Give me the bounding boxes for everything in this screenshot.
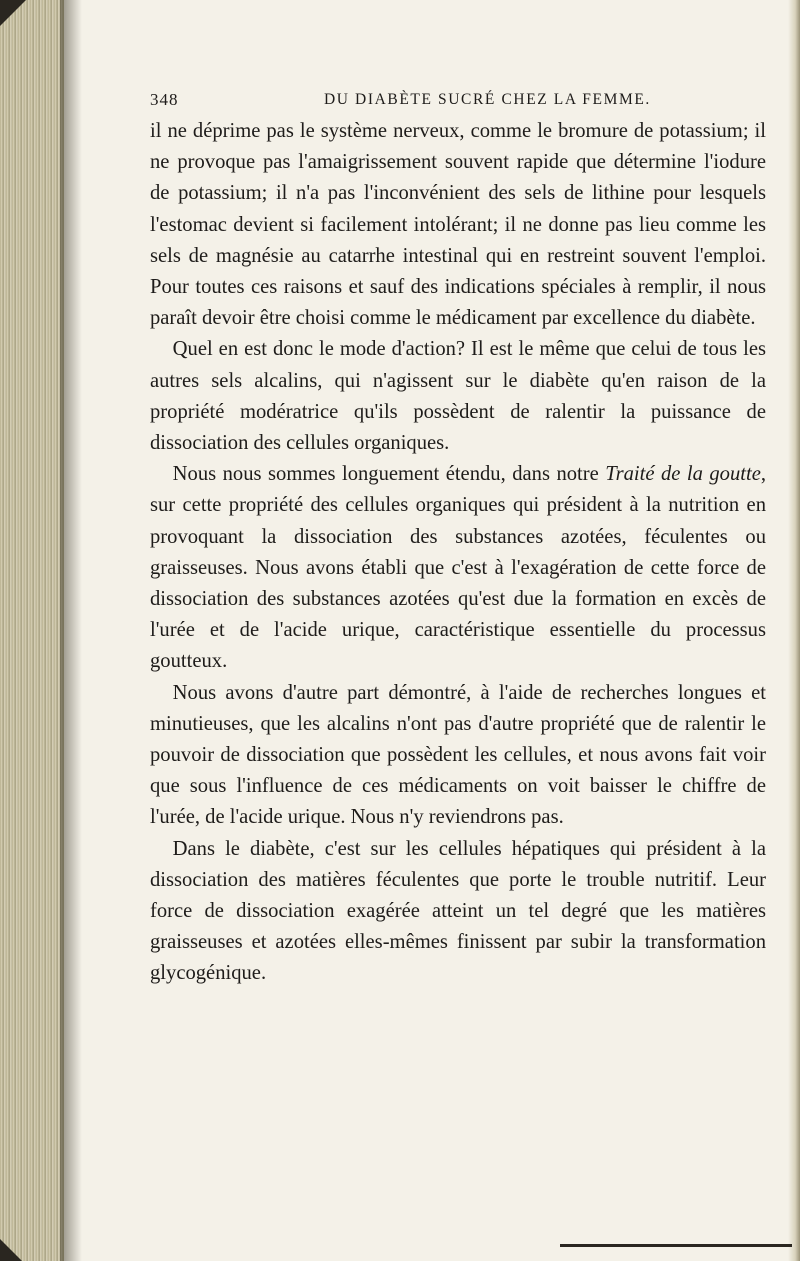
bottom-edge-rule <box>560 1244 792 1247</box>
body-text <box>150 116 766 990</box>
paragraph: il ne déprime pas le système nerveux, comme le bromure de potassium; il ne provoque pas l'amaigrissement souvent rapide que détermine l'iodure de potassium; il n'a pas l'inconvénient des sels de lithine pour lesquels l'estomac devient si facilement intolérant; il ne donne pas lieu comme les sels de magnésie au catarrhe intestinal qui en restreint souvent l'emploi. Pour toutes ces raisons et sauf des indications spéciales à remplir, il nous paraît devoir être choisi comme le médicament par excellence du diabète. <box>150 120 766 330</box>
paragraph: Dans le diabète, c'est sur les cellules hépatiques qui président à la dissociation des matières féculentes que porte le trouble nutritif. Leur force de dissociation exagérée atteint un tel degré que les matières graisseuses et azotées elles-mêmes finissent par subir la transformation glycogénique. <box>150 837 766 985</box>
corner-mark-bottom <box>0 1239 22 1261</box>
gutter-shadow <box>60 0 82 1261</box>
page-number: 348 <box>150 90 179 109</box>
book-title-italic: Traité de la goutte <box>605 463 761 486</box>
book-page <box>150 90 790 990</box>
paragraph: Nous avons d'autre part démontré, à l'aide de recherches longues et minutieuses, que les alcalins n'ont pas d'autre propriété que de ralentir le pouvoir de dissociation que possèdent les cellules, et nous avons fait voir que sous l'influence de ces médicaments on voit baisser le chiffre de l'urée, de l'acide urique. Nous n'y reviendrons pas. <box>150 681 766 829</box>
running-head <box>150 90 790 116</box>
paragraph: Quel en est donc le mode d'action? Il est le même que celui de tous les autres sels alcalins, qui n'agissent sur le diabète qu'en raison de la propriété modératrice qu'ils possèdent de ralentir la puissance de dissociation des cellules organiques. <box>150 338 766 455</box>
page-binding-edge <box>0 0 64 1261</box>
running-head-title: DU DIABÈTE SUCRÉ CHEZ LA FEMME. <box>324 91 651 108</box>
corner-mark-top <box>0 0 26 26</box>
paragraph: Nous nous sommes longuement étendu, dans notre Traité de la goutte, sur cette propriété des cellules organiques qui président à la nutrition en provoquant la dissociation des substances azotées, féculentes ou graisseuses. Nous avons établi que c'est à l'exagération de cette force de dissociation des substances azotées qu'est due la formation en excès de l'urée et de l'acide urique, caractéristique essentielle du processus goutteux. <box>150 463 766 673</box>
